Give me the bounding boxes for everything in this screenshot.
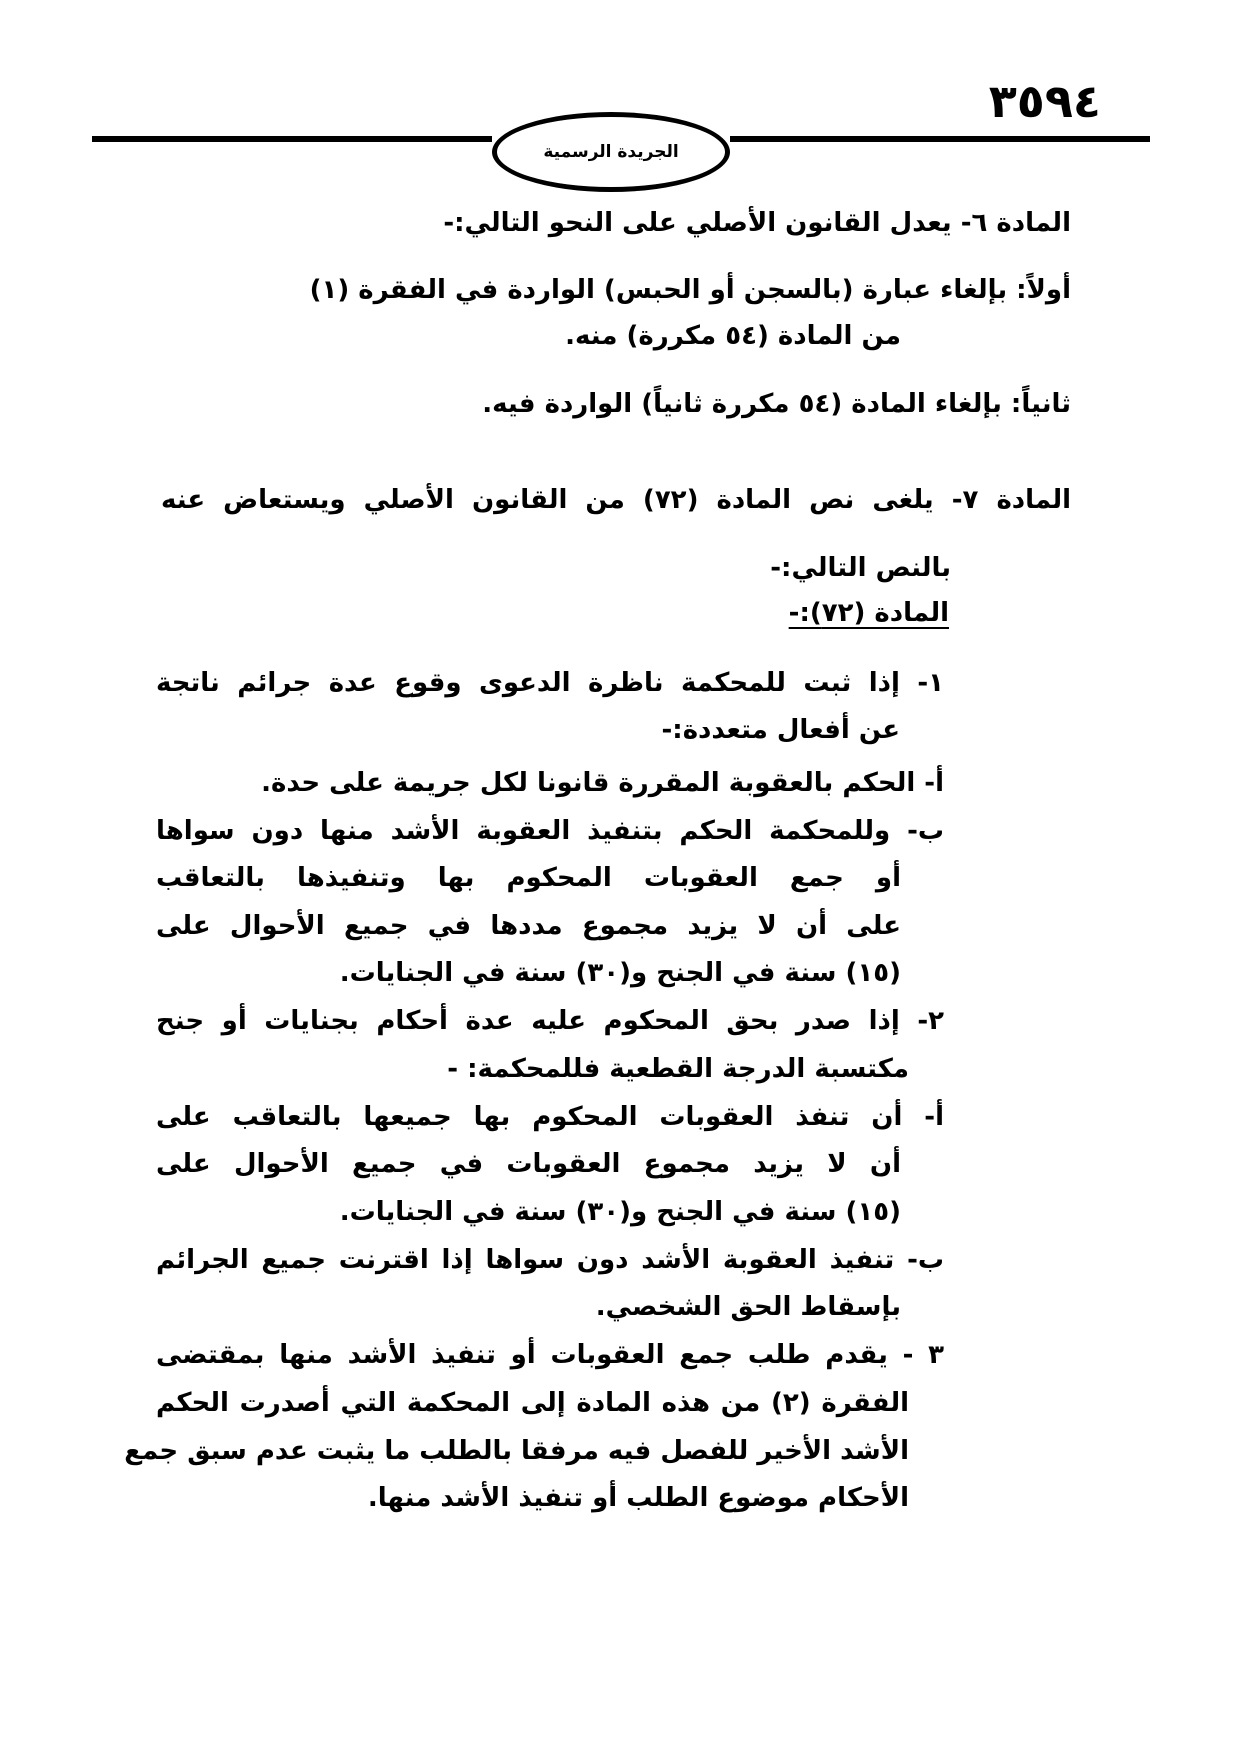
article-6-first-line-2: من المادة (٥٤ مكررة) منه.: [565, 321, 901, 351]
header-rule-right: [730, 136, 1150, 142]
clause-1-a: أ- الحكم بالعقوبة المقررة قانونا لكل جريمة على حدة.: [261, 768, 944, 798]
gazette-title-oval: [492, 112, 730, 192]
clause-3-line-4: الأحكام موضوع الطلب أو تنفيذ الأشد منها.: [367, 1483, 909, 1513]
clause-2-line-1: ٢- إذا صدر بحق المحكوم عليه عدة أحكام بجنايات أو جنح: [156, 1006, 944, 1036]
clause-3-line-1: ٣ - يقدم طلب جمع العقوبات أو تنفيذ الأشد منها بمقتضى: [156, 1340, 944, 1370]
clause-2-a-line-3: (١٥) سنة في الجنح و(٣٠) سنة في الجنايات.: [339, 1197, 901, 1227]
clause-1-b-line-3: على أن لا يزيد مجموع مددها في جميع الأحوال على: [156, 911, 901, 941]
clause-1-line-2: عن أفعال متعددة:-: [661, 715, 900, 745]
clause-1-b-line-4: (١٥) سنة في الجنح و(٣٠) سنة في الجنايات.: [339, 958, 901, 988]
clause-2-b-line-1: ب- تنفيذ العقوبة الأشد دون سواها إذا اقترنت جميع الجرائم: [156, 1245, 944, 1275]
article-6-second: ثانياً: بإلغاء المادة (٥٤ مكررة ثانياً) الواردة فيه.: [482, 389, 1071, 419]
clause-1-line-1: ١- إذا ثبت للمحكمة ناظرة الدعوى وقوع عدة جرائم ناتجة: [156, 668, 944, 698]
clause-2-a-line-1: أ- أن تنفذ العقوبات المحكوم بها جميعها بالتعاقب على: [156, 1102, 944, 1132]
article-6-first-line-1: أولاً: بإلغاء عبارة (بالسجن أو الحبس) الواردة في الفقرة (١): [309, 275, 1071, 305]
gazette-title: الجريدة الرسمية: [543, 142, 679, 162]
clause-1-b-line-1: ب- وللمحكمة الحكم بتنفيذ العقوبة الأشد منها دون سواها: [156, 816, 944, 846]
page-number: ٣٥٩٤: [988, 74, 1101, 128]
article-7-line-1: المادة ٧- يلغى نص المادة (٧٢) من القانون الأصلي ويستعاض عنه: [161, 485, 1071, 515]
clause-2-b-line-2: بإسقاط الحق الشخصي.: [595, 1292, 901, 1322]
clause-3-line-3: الأشد الأخير للفصل فيه مرفقا بالطلب ما يثبت عدم سبق جمع: [124, 1436, 909, 1466]
clause-3-line-2: الفقرة (٢) من هذه المادة إلى المحكمة التي أصدرت الحكم: [156, 1388, 909, 1418]
article-72-subheading: المادة (٧٢):-: [788, 598, 949, 628]
clause-1-b-line-2: أو جمع العقوبات المحكوم بها وتنفيذها بالتعاقب: [156, 863, 901, 893]
clause-2-line-2: مكتسبة الدرجة القطعية فللمحكمة: -: [447, 1054, 909, 1084]
header-rule-left: [92, 136, 492, 142]
clause-2-a-line-2: أن لا يزيد مجموع العقوبات في جميع الأحوال على: [156, 1149, 901, 1179]
article-6-heading: المادة ٦- يعدل القانون الأصلي على النحو التالي:-: [443, 208, 1071, 238]
article-7-line-2: بالنص التالي:-: [770, 553, 951, 583]
